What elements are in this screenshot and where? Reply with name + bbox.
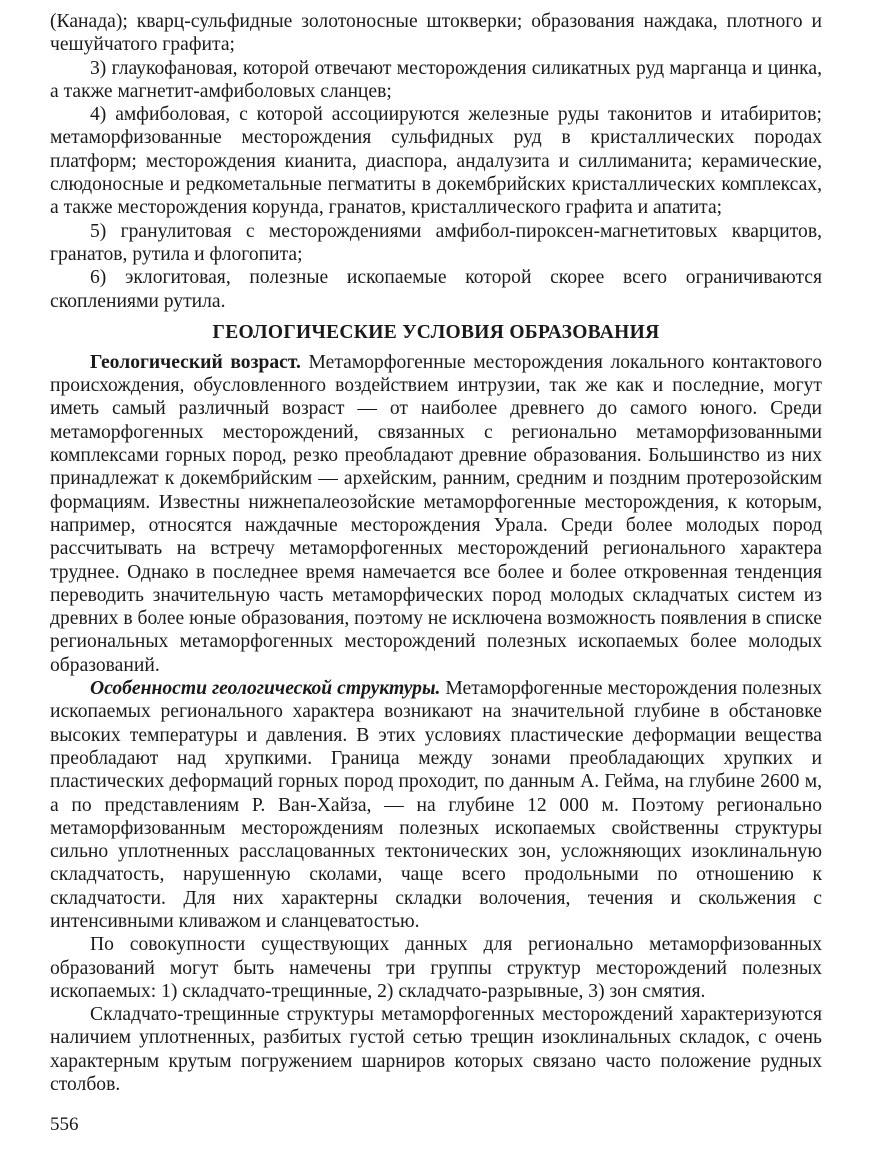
section-heading: ГЕОЛОГИЧЕСКИЕ УСЛОВИЯ ОБРАЗОВАНИЯ: [212, 321, 660, 343]
list-continuation: (Канада); кварц-сульфидные золотоносные штокверки; образования наждака, плотного и чешуйчатого графита;: [50, 11, 822, 56]
paragraph-text-geological-age: Метаморфогенные месторождения локального контактового происхождения, обусловленного воздействием интрузии, так же как и последние, могут иметь самый различный возраст — от наиболее древнего до самого юного. Среди метаморфогенных месторождений, связанных с регионально метаморфизованными комплексами горных пород, резко преобладают древние образования. Большинство из них принадлежат к докембрийским — архейским, ранним, средним и поздним протерозойским формациям. Известны нижнепалеозойские метаморфогенные месторождения, к которым, например, относятся наждачные месторождения Урала. Среди более молодых пород рассчитывать на встречу метаморфогенных месторождений регионального характера труднее. Однако в последнее время намечается все более и более откровенная тенденция переводить значительную часть метаморфических пород молодых складчатых систем из древних в более юные образования, поэтому не исключена возможность появления в списке региональных метаморфогенных месторождений полезных ископаемых более молодых образований.: [50, 351, 822, 676]
list-item-amphibolite: 4) амфиболовая, с которой ассоциируются железные руды таконитов и итабиритов; метаморфизованные месторождения сульфидных руд в кристаллических породах платформ; месторождения кианита, диаспора, андалузита и силлиманита; керамические, слюдоносные и редкометальные пегматиты в докембрийских кристаллических комплексах, а также месторождения корунда, гранатов, кристаллического графита и апатита;: [50, 104, 822, 219]
paragraph-structure-groups: По совокупности существующих данных для регионально метаморфизованных образований могут быть намечены три группы структур месторождений полезных ископаемых: 1) складчато-трещинные, 2) складчато-разрывные, 3) зон смятия.: [50, 934, 822, 1002]
list-item-eclogite: 6) эклогитовая, полезные ископаемые которой скорее всего ограничиваются скоплениями рутила.: [50, 267, 822, 312]
run-in-heading-structure-features: Особенности геологической структуры.: [90, 678, 441, 700]
list-item-granulite: 5) гранулитовая с месторождениями амфибол-пироксен-магнетитовых кварцитов, гранатов, рутила и флогопита;: [50, 220, 822, 265]
paragraph-text-structure-features: Метаморфогенные месторождения полезных ископаемых регионального характера возникают на значительной глубине в обстановке высоких температуры и давления. В этих условиях пластические деформации вещества преобладают над хрупкими. Граница между зонами преобладающих хрупких и пластических деформаций горных пород проходит, по данным А. Гейма, на глубине 2600 м, а по представлениям Р. Ван-Хайза, — на глубине 12 000 м. Поэтому регионально метаморфизованным месторождениям полезных ископаемых свойственны структуры сильно уплотненных расслацованных тектонических зон, усложняющих изоклинальную складчатость, нарушенную сколами, чаще всего продольными по отношению к складчатости. Для них характерны складки волочения, течения и скольжения с интенсивными кливажом и сланцеватостью.: [50, 678, 822, 932]
page-number: 556: [50, 1114, 79, 1135]
run-in-heading-geological-age: Геологический возраст.: [90, 351, 301, 373]
page-text-body: [50, 10, 822, 1096]
paragraph-geological-age: [50, 351, 822, 677]
paragraph-structure-features: [50, 677, 822, 933]
list-item-glaucophane: 3) глаукофановая, которой отвечают месторождения силикатных руд марганца и цинка, а также магнетит-амфиболовых сланцев;: [50, 57, 822, 102]
paragraph-fold-fracture: Складчато-трещинные структуры метаморфогенных месторождений характеризуются наличием уплотненных, разбитых густой сетью трещин изоклинальных складок, с очень характерным крутым погружением шарниров которых связано часто положение рудных столбов.: [50, 1004, 822, 1096]
